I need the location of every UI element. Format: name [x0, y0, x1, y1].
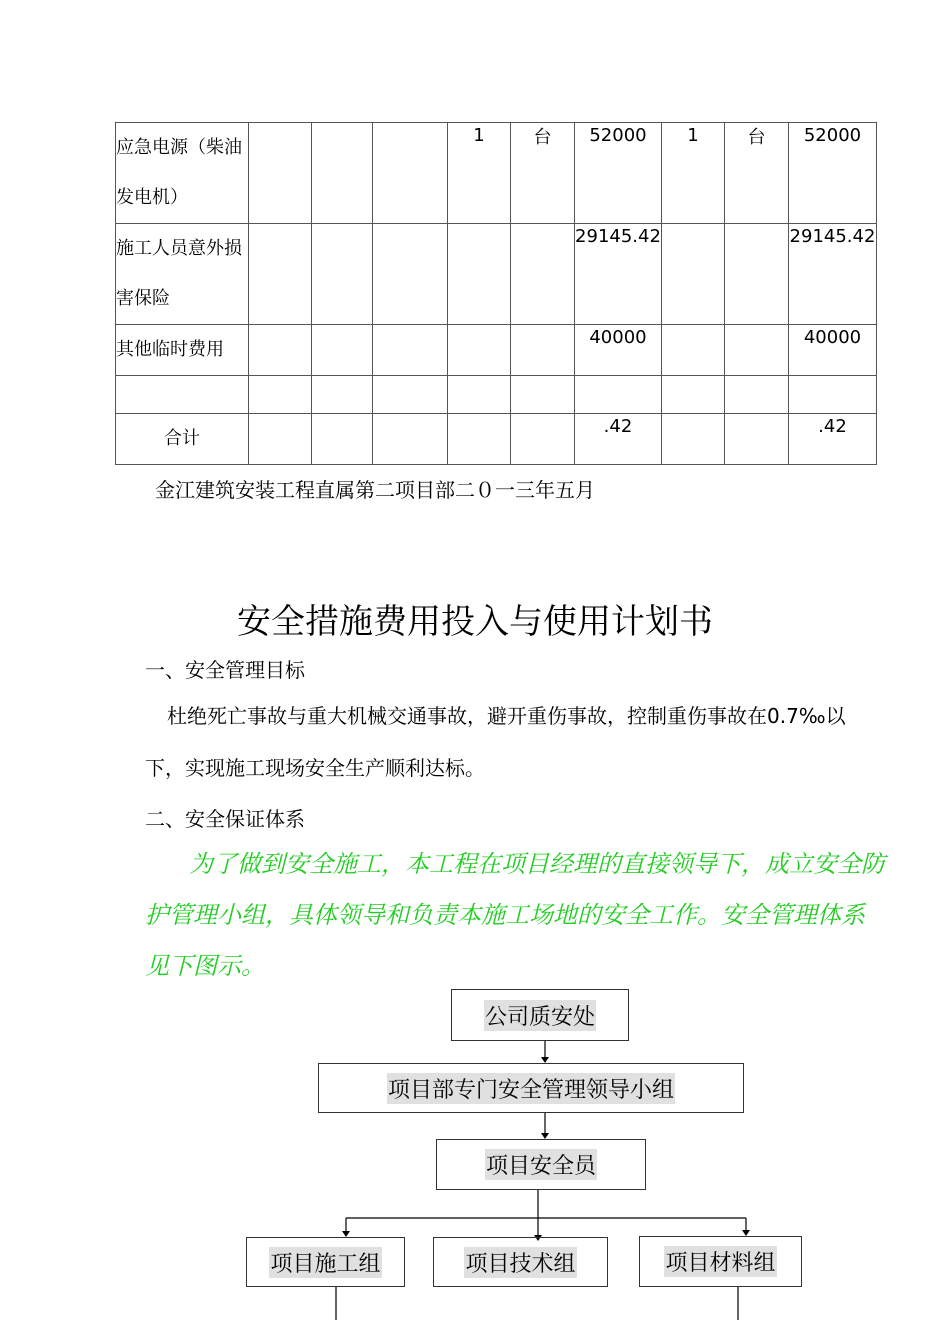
page-title: 安全措施费用投入与使用计划书: [237, 602, 713, 642]
paragraph-text: 为了做到安全施工，本工程在项目经理的直接领导下，成立安全防护管理小组，具体领导和负责本施工场地的安全工作。安全管理体系见下图示。: [145, 850, 885, 980]
org-node-construction-group: [246, 1237, 405, 1287]
org-node-label: 项目部专门安全管理领导小组: [387, 1073, 675, 1104]
section-heading: 一、安全管理目标: [145, 658, 305, 682]
row-name: 应急电源（柴油发电机）: [116, 123, 249, 224]
amount-cell: 52000: [789, 123, 877, 224]
amount-cell: 29145.42: [789, 224, 877, 325]
org-node-safety-leadership-group: [318, 1063, 744, 1113]
qty-cell: 1: [448, 123, 511, 224]
paragraph-text: 杜绝死亡事故与重大机械交通事故，避开重伤事故，控制重伤事故在0.7‰以下，实现施工现场安全生产顺利达标。: [145, 704, 846, 780]
org-node-label: 项目技术组: [464, 1247, 576, 1278]
amount-cell: .42: [575, 414, 662, 465]
amount-cell: 52000: [575, 123, 662, 224]
amount-cell: 29145.42: [575, 224, 662, 325]
org-node-label: 项目材料组: [664, 1246, 776, 1277]
org-node-label: 公司质安处: [484, 1000, 596, 1031]
unit-cell: 台: [725, 123, 789, 224]
org-node-technical-group: [433, 1237, 608, 1287]
signature-line: 金江建筑安装工程直属第二项目部二０一三年五月: [155, 478, 595, 502]
row-name: 施工人员意外损害保险: [116, 224, 249, 325]
amount-cell: 40000: [575, 325, 662, 376]
section-heading: 二、安全保证体系: [145, 807, 305, 831]
org-node-label: 项目安全员: [485, 1149, 597, 1180]
amount-cell: .42: [789, 414, 877, 465]
unit-cell: 台: [511, 123, 575, 224]
org-node-company-safety-office: [451, 989, 629, 1041]
amount-cell: 40000: [789, 325, 877, 376]
org-node-safety-officer: [436, 1139, 646, 1190]
qty-cell: 1: [662, 123, 725, 224]
org-node-label: 项目施工组: [269, 1247, 381, 1278]
row-name: 合计: [116, 414, 249, 465]
row-name: 其他临时费用: [116, 325, 249, 376]
org-node-materials-group: [639, 1236, 802, 1287]
